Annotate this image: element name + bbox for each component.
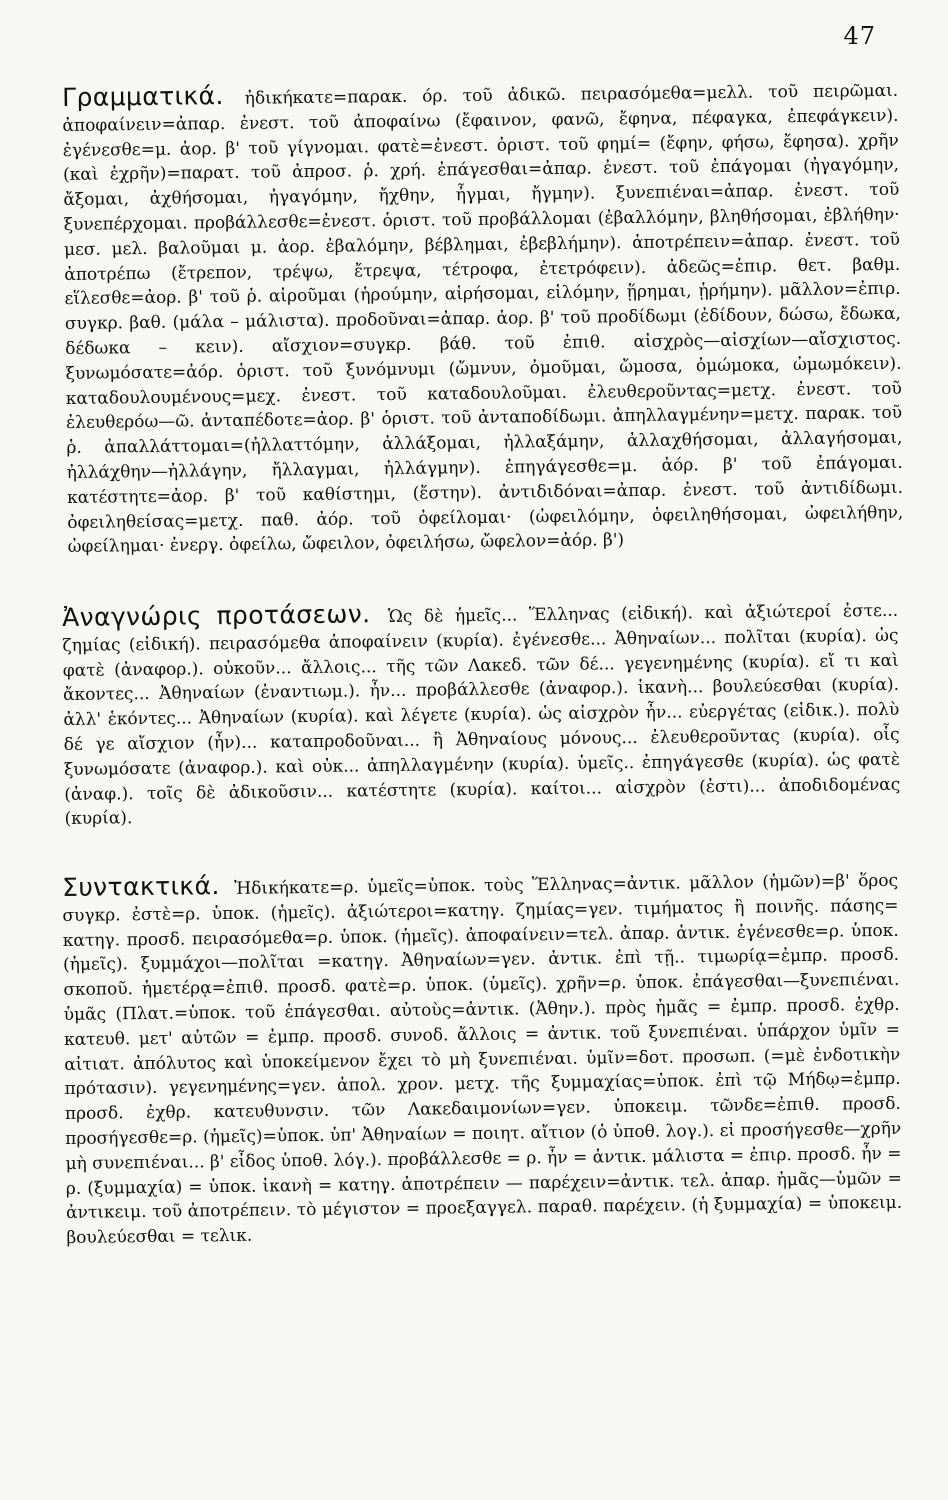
section-grammatika <box>61 80 904 560</box>
section-syntaktika <box>61 870 903 1251</box>
section-grammatika-paragraph <box>62 76 904 560</box>
page-number: 47 <box>843 22 876 50</box>
section-anagnoris <box>61 599 901 832</box>
section-body-anagnoris: Ὡς δὲ ἡμεῖς... Ἕλληνας (εἰδική). καὶ ἀξιώτεροί ἐστε... ζημίας (εἰδική). πειρασόμεθα ἀποφαίνειν (κυρία). ἐγένεσθε... Ἀθηναίων... πολῖται (κυρία). ὡς φατὲ (ἀναφορ.). οὐκοῦν... ἄλλοις... τῆς τῶν Λακεδ. τῶν δέ... γεγενημένης (κυρία). εἴ τι καὶ ἄκοντες... Ἀθηναίων (ἐναντιωμ.). ἦν... προβάλλεσθε (ἀναφορ.). ἱκανὴ... βουλεύεσθαι (κυρία). ἀλλ' ἑκόντες... Ἀθηναίων (κυρία). καὶ λέγετε (κυρία). ὡς αἰσχρὸν ἦν... εὐεργέτας (εἰδικ.). πολὺ δέ γε αἴσχιον (ἦν)... καταπροδοῦναι... ἢ Ἀθηναίους μόνους... ἐλευθεροῦντας (κυρία). οἷς ξυνωμόσατε (ἀναφορ.). καὶ οὐκ... ἀπηλλαγμένην (κυρία). ὑμεῖς.. ἐπηγάγεσθε (κυρία). ὡς φατὲ (ἀναφ.). τοῖς δὲ ἀδικοῦσιν... κατέστητε (κυρία). καίτοι... αἰσχρὸν (ἐστι)... ἀποδιδομένας (κυρία). <box>62 600 901 830</box>
section-heading-grammatika: Γραμματικά. <box>61 81 224 112</box>
section-heading-anagnoris: Ἀναγνώρις προτάσεων. <box>61 599 371 632</box>
section-body-grammatika: ἠδικήκατε=παρακ. όρ. τοῦ ἀδικῶ. πειρασόμεθα=μελλ. τοῦ πειρῶμαι. ἀποφαίνειν=ἀπαρ. ἐνεστ. τοῦ ἀποφαίνω (ἔφαινον, φανῶ, ἔφηνα, πέφαγκα, ἐπεφάγκειν). ἐγένεσθε=μ. ἀορ. β' τοῦ γίγνομαι. φατὲ=ἐνεστ. ὁριστ. τοῦ φημί= (ἔφην, φήσω, ἔφησα). χρῆν (καὶ ἐχρῆν)=παρατ. τοῦ ἀπροσ. ῥ. χρή. ἐπάγεσθαι=ἀπαρ. ἐνεστ. τοῦ ἐπάγομαι (ἠγαγόμην, ἄξομαι, ἀχθήσομαι, ἠγαγόμην, ἤχθην, ἦγμαι, ἤγμην). ξυνεπιέναι=ἀπαρ. ἐνεστ. τοῦ ξυνεπέρχομαι. προβάλλεσθε=ἐνεστ. ὁριστ. τοῦ προβάλλομαι (ἐβαλλόμην, βληθήσομαι, ἐβλήθην· μεσ. μελ. βαλοῦμαι μ. ἀορ. ἐβαλόμην, βέβλημαι, ἐβεβλήμην). ἀποτρέπειν=ἀπαρ. ἐνεστ. τοῦ ἀποτρέπω (ἔτρεπον, τρέψω, ἔτρεψα, τέτροφα, ἐτετρόφειν). ἀδεῶς=ἐπιρ. θετ. βαθμ. εἵλεσθε=ἀορ. β' τοῦ ῥ. αἱροῦμαι (ἡρούμην, αἱρήσομαι, εἱλόμην, ᾕρημαι, ᾑρήμην). μᾶλλον=ἐπιρ. συγκρ. βαθ. (μάλα – μάλιστα). προδοῦναι=ἀπαρ. ἀορ. β' τοῦ προδίδωμι (ἐδίδουν, δώσω, ἔδωκα, δέδωκα – κειν). αἴσχιον=συγκρ. βάθ. τοῦ ἐπιθ. αἰσχρὸς—αἰσχίων—αἴσχιστος. ξυνωμόσατε=ἀόρ. ὁριστ. τοῦ ξυνόμνυμι (ὤμνυν, ὀμοῦμαι, ὤμοσα, ὀμώμοκα, ὠμωμόκειν). καταδουλουμένους=μεχ. ἐνεστ. τοῦ καταδουλοῦμαι. ἐλευθεροῦντας=μετχ. ἐνεστ. τοῦ ἐλευθερόω—ῶ. ἀνταπέδοτε=ἀορ. β' ὁριστ. τοῦ ἀνταποδίδωμι. ἀπηλλαγμένην=μετχ. παρακ. τοῦ ῥ. ἀπαλλάττομαι=(ἠλλαττόμην, ἀλλάξομαι, ἠλλαξάμην, ἀλλαχθήσομαι, ἀλλαγήσομαι, ἠλλάχθην—ἠλλάγην, ἤλλαγμαι, ἠλλάγμην). ἐπηγάγεσθε=μ. ἀόρ. β' τοῦ ἐπάγομαι. κατέστητε=ἀορ. β' τοῦ καθίστημι, (ἔστην). ἀντιδιδόναι=ἀπαρ. ἐνεστ. τοῦ ἀντιδίδωμι. ὀφειληθείσας=μετχ. παθ. ἀόρ. τοῦ ὀφείλομαι· (ὠφειλόμην, ὀφειληθήσομαι, ὠφειλήθην, ὠφείλημαι· ἐνεργ. ὀφείλω, ὤφειλον, ὀφειλήσω, ὤφελον=ἀόρ. β') <box>62 80 904 558</box>
section-body-syntaktika: Ἠδικήκατε=ρ. ὑμεῖς=ὑποκ. τοὺς Ἕλληνας=ἀντικ. μᾶλλον (ἡμῶν)=β' ὅρος συγκρ. ἐστὲ=ρ. ὑποκ. (ἡμεῖς). ἀξιώτεροι=κατηγ. ζημίας=γεν. τιμήματος ἢ ποινῆς. πάσης= κατηγ. προσδ. πειρασόμεθα=ρ. ὑποκ. (ἡμεῖς). ἀποφαίνειν=τελ. ἀπαρ. ἀντικ. ἐγένεσθε=ρ. ὑποκ. (ἡμεῖς). ξυμμάχοι—πολῖται =κατηγ. Ἀθηναίων=γεν. ἀντικ. ἐπὶ τῇ.. τιμωρίᾳ=ἐμπρ. προσδ. σκοποῦ. ἡμετέρᾳ=ἐπιθ. προσδ. φατὲ=ρ. ὑποκ. (ὑμεῖς). χρῆν=ρ. ὑποκ. ἐπάγεσθαι—ξυνεπιέναι. ὑμᾶς (Πλατ.=ὑποκ. τοῦ ἐπάγεσθαι. αὐτοὺς=ἀντικ. (Ἀθην.). πρὸς ἡμᾶς = ἐμπρ. προσδ. ἐχθρ. κατευθ. μετ' αὐτῶν = ἐμπρ. προσδ. συνοδ. ἄλλοις = ἀντικ. τοῦ ξυνεπιέναι. ὑπάρχον ὑμῖν = αἰτιατ. ἀπόλυτος καὶ ὑποκείμενον ἔχει τὸ μὴ ξυνεπιέναι. ὑμῖν=δοτ. προσωπ. (=μὲ ἐνδοτικὴν πρότασιν). γεγενημένης=γεν. ἀπολ. χρον. μετχ. τῆς ξυμμαχίας=ὑποκ. ἐπὶ τῷ Μήδῳ=ἐμπρ. προσδ. ἐχθρ. κατευθυνσιν. τῶν Λακεδαιμονίων=γεν. ὑποκειμ. τῶνδε=ἐπιθ. προσδ. προσήγεσθε=ρ. (ἡμεῖς)=ὑποκ. ὑπ' Ἀθηναίων = ποιητ. αἴτιον (ὁ ὑποθ. λογ.). εἰ προσήγεσθε—χρῆν μὴ συνεπιέναι... β' εἶδος ὑποθ. λόγ.). προβάλλεσθε = ρ. ἦν = ἀντικ. μάλιστα = ἐπιρ. προσδ. ἦν = ρ. (ξυμμαχία) = ὑποκ. ἱκανὴ = κατηγ. ἀποτρέπειν — παρέχειν=ἀντικ. τελ. ἀπαρ. ἡμᾶς—ὑμῶν = ἀντικειμ. τοῦ ἀποτρέπειν. τὸ μέγιστον = προεξαγγελ. παραθ. παρέχειν. (ἡ ξυμμαχία) = ὑποκειμ. βουλεύεσθαι = τελικ. <box>62 870 903 1249</box>
section-heading-syntaktika: Συντακτικά. <box>61 871 220 902</box>
section-anagnoris-paragraph <box>62 596 901 832</box>
section-syntaktika-paragraph <box>62 866 903 1251</box>
